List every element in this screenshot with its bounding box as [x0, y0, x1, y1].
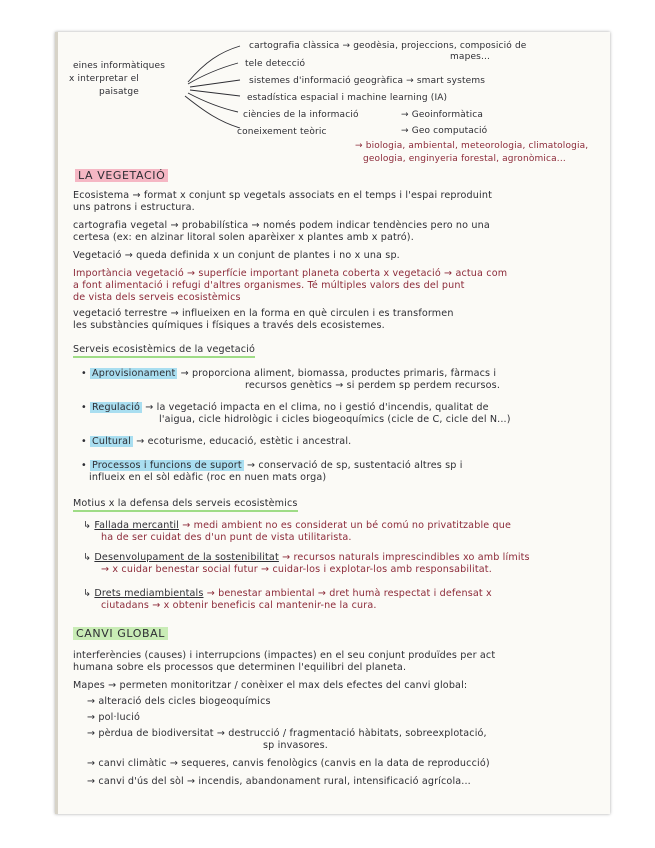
branch-coneixement-list: → biologia, ambiental, meteorologia, climatologia, — [355, 141, 589, 151]
note-line-importancia: de vista dels serveis ecosistèmics — [73, 292, 241, 303]
note-line: certesa (ex: en alzinar litoral solen aparèixer x plantes amb x patró). — [73, 232, 414, 243]
section-title-vegetacio: LA VEGETACIÓ — [75, 170, 168, 182]
canvi-bullet: → canvi climàtic → sequeres, canvis fenològics (canvis en la data de reproducció) — [87, 758, 490, 769]
branch-sig: sistemes d'informació geogràfica → smart systems — [249, 76, 486, 86]
branch-ciencies-info: ciències de la informació — [243, 110, 359, 120]
canvi-line: humana sobre els processos que determinen l'equilibri del planeta. — [73, 662, 407, 673]
intro-label-line: x interpretar el — [69, 74, 139, 84]
branch-estadistica: estadística espacial i machine learning (IA) — [247, 93, 448, 103]
note-line: les substàncies químiques i físiques a través dels ecosistemes. — [73, 320, 385, 331]
notebook-page — [55, 32, 610, 814]
branch-geocomputacio: → Geo computació — [401, 126, 488, 136]
servei-aprovisionament: • Aprovisionament → proporciona aliment, biomassa, productes primaris, fàrmacs i — [81, 368, 497, 379]
branch-cartografia: cartografia clàssica → geodèsia, projeccions, composició de — [249, 41, 527, 51]
canvi-line: Mapes → permeten monitoritzar / conèixer el max dels efectes del canvi global: — [73, 680, 468, 691]
branch-coneixement: coneixement teòric — [237, 127, 327, 137]
note-line-importancia: Importància vegetació → superfície important planeta coberta x vegetació → actua com — [73, 268, 508, 279]
servei-suport: • Processos i funcions de suport → conservació de sp, sustentació altres sp i — [81, 460, 463, 471]
canvi-bullet: → pol·lució — [87, 712, 140, 723]
note-line: cartografia vegetal → probabilística → només podem indicar tendències pero no una — [73, 220, 490, 231]
servei-cultural: • Cultural → ecoturisme, educació, estètic i ancestral. — [81, 436, 352, 447]
canvi-line: interferències (causes) i interrupcions (impactes) en el seu conjunt produïdes per act — [73, 650, 496, 661]
motiu-line: ha de ser cuidat des d'un punt de vista utilitarista. — [101, 532, 352, 543]
intro-label-line: eines informàtiques — [73, 61, 166, 71]
branch-coneixement-list-cont: geologia, enginyeria forestal, agronòmica... — [363, 154, 566, 164]
branch-cartografia-cont: mapes... — [450, 52, 491, 62]
branch-teledeteccio: tele detecció — [245, 59, 306, 69]
canvi-bullet: → alteració dels cicles biogeoquímics — [87, 696, 271, 707]
servei-line: influeix en el sòl edàfic (roc en nuen mats orga) — [89, 472, 327, 483]
canvi-bullet: → pèrdua de biodiversitat → destrucció / fragmentació hàbitats, sobreexplotació, — [87, 728, 487, 739]
servei-line: recursos genètics → si perdem sp perdem recursos. — [245, 380, 501, 391]
motiu-drets: ↳ Drets mediambientals → benestar ambiental → dret humà respectat i defensat x — [83, 588, 492, 599]
intro-label-line: paisatge — [99, 87, 139, 97]
branch-geoinformatica: → Geoinformàtica — [401, 110, 484, 120]
section-title-canvi: CANVI GLOBAL — [73, 628, 168, 640]
motiu-sostenibilitat: ↳ Desenvolupament de la sostenibilitat → recursos naturals imprescindibles xo amb límits — [83, 552, 530, 563]
note-line-importancia: a font alimentació i refugi d'altres organismes. Té múltiples valors des del punt — [73, 280, 465, 291]
section-title-serveis: Serveis ecosistèmics de la vegetació — [73, 344, 255, 358]
motiu-line: ciutadans → x obtenir beneficis cal mantenir-ne la cura. — [101, 600, 377, 611]
canvi-bullet: → canvi d'ús del sòl → incendis, abandonament rural, intensificació agrícola... — [87, 776, 471, 787]
motiu-line: → x cuidar benestar social futur → cuidar-los i explotar-los amb responsabilitat. — [101, 564, 492, 575]
motiu-fallada: ↳ Fallada mercantil → medi ambient no es considerat un bé comú no privatitzable que — [83, 520, 512, 531]
note-line: vegetació terrestre → influeixen en la forma en què circulen i es transformen — [73, 308, 454, 319]
note-line: uns patrons i estructura. — [73, 202, 195, 213]
servei-regulacio: • Regulació → la vegetació impacta en el clima, no i gestió d'incendis, qualitat de — [81, 402, 489, 413]
servei-line: l'aigua, cicle hidrològic i cicles biogeoquímics (cicle de C, cicle del N...) — [159, 414, 511, 425]
note-line: Vegetació → queda definida x un conjunt de plantes i no x una sp. — [73, 250, 400, 261]
section-title-motius: Motius x la defensa dels serveis ecosistèmics — [73, 498, 298, 512]
note-line: Ecosistema → format x conjunt sp vegetals associats en el temps i l'espai reproduint — [73, 190, 492, 201]
canvi-bullet-cont: sp invasores. — [263, 740, 328, 751]
